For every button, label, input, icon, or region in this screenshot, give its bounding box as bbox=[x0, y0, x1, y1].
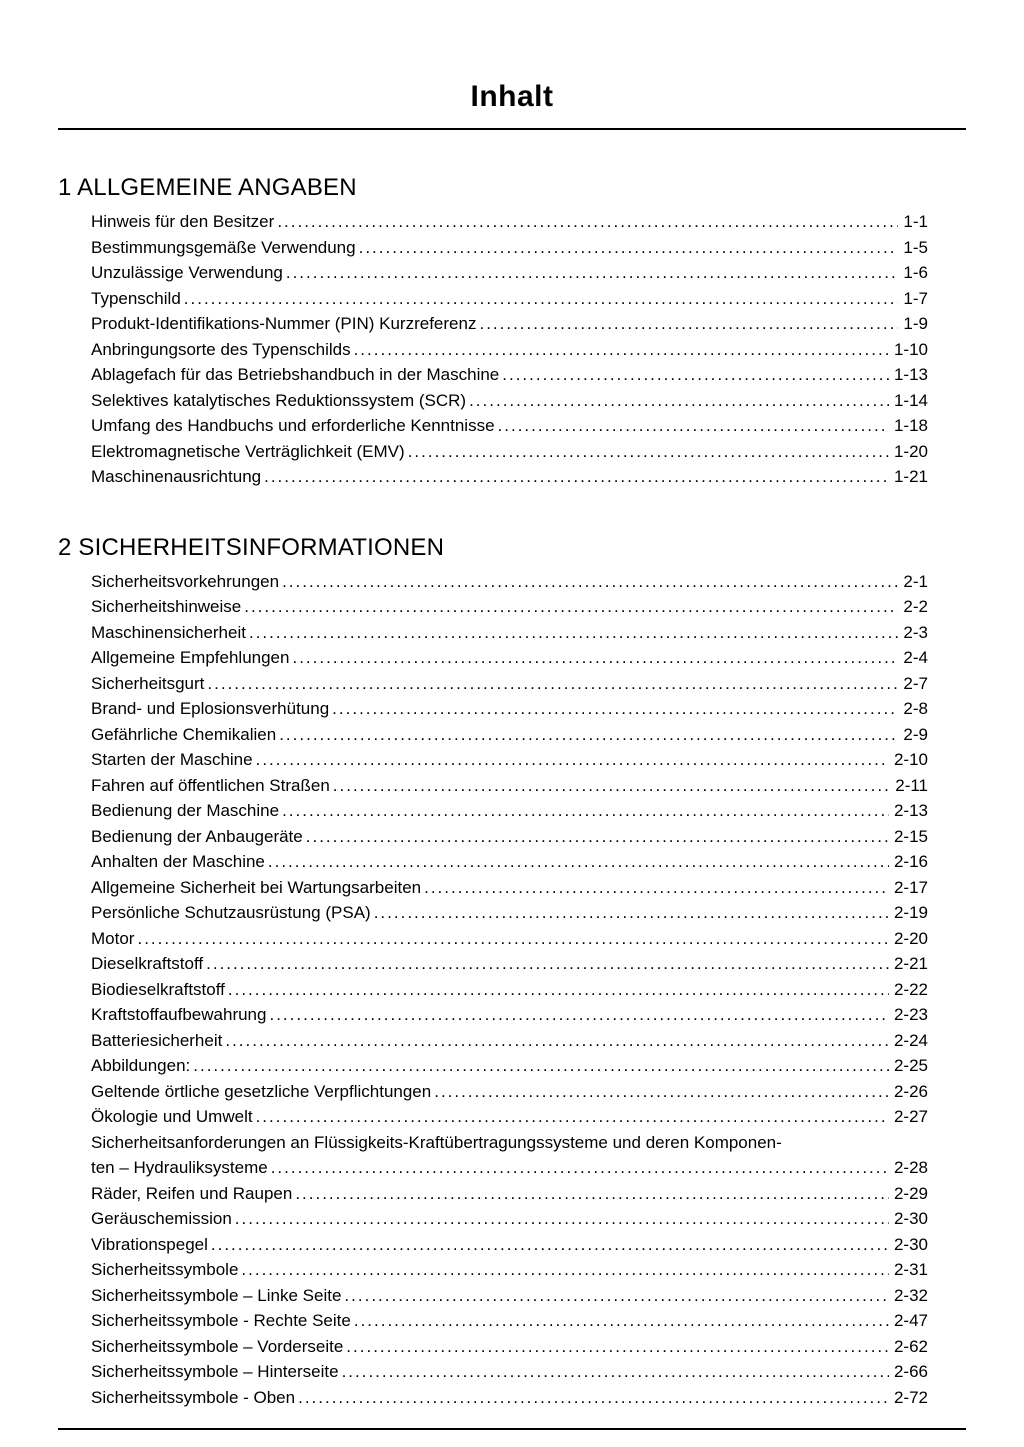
dot-leader bbox=[137, 926, 889, 952]
dot-leader bbox=[271, 1155, 889, 1181]
toc-entry-title: Sicherheitsvorkehrungen bbox=[91, 571, 280, 591]
dot-leader bbox=[374, 900, 889, 926]
toc-entry bbox=[91, 311, 928, 337]
toc-entry-title: Bedienung der Anbaugeräte bbox=[91, 826, 303, 846]
dot-leader bbox=[282, 569, 898, 595]
dot-leader bbox=[244, 594, 898, 620]
toc-entry-page: 2-10 bbox=[893, 750, 928, 769]
toc-entry-page: 2-72 bbox=[893, 1387, 928, 1407]
toc-entry-title: Vibrationspegel bbox=[91, 1234, 208, 1254]
toc-entry-page: 2-3 bbox=[903, 622, 928, 642]
toc-entry-page: 1-6 bbox=[903, 263, 928, 282]
dot-leader bbox=[225, 1028, 889, 1054]
toc-entry bbox=[91, 362, 928, 388]
toc-entry bbox=[91, 1359, 928, 1385]
toc-entry-title: Biodieselkraftstoff bbox=[91, 979, 225, 999]
toc-entry bbox=[91, 849, 928, 875]
toc-entry-page: 2-19 bbox=[893, 903, 928, 922]
toc-entry-page: 2-9 bbox=[903, 724, 928, 744]
toc-entry bbox=[91, 235, 928, 261]
toc-entry-page: 2-16 bbox=[893, 852, 928, 871]
toc-entry-page: 2-15 bbox=[893, 826, 928, 846]
toc-entry-title: Sicherheitssymbole – Linke Seite bbox=[91, 1285, 342, 1305]
toc-entry bbox=[91, 569, 928, 595]
toc-entry bbox=[91, 645, 928, 671]
dot-leader bbox=[469, 388, 889, 414]
toc-entry-title: Gefährliche Chemikalien bbox=[91, 724, 277, 744]
toc-entry bbox=[91, 926, 928, 952]
dot-leader bbox=[268, 849, 889, 875]
toc-entry bbox=[91, 773, 928, 799]
toc-entry-title: Starten der Maschine bbox=[91, 750, 253, 769]
toc-entry-title: Sicherheitsgurt bbox=[91, 673, 205, 693]
toc-entry bbox=[91, 977, 928, 1003]
toc-entry-title: Räder, Reifen und Raupen bbox=[91, 1183, 293, 1203]
toc-entry-title: Motor bbox=[91, 928, 135, 948]
toc-entry-page: 1-10 bbox=[893, 339, 928, 359]
toc-entry-title: Geltende örtliche gesetzliche Verpflichtungen bbox=[91, 1081, 432, 1101]
dot-leader bbox=[354, 337, 889, 363]
dot-leader bbox=[286, 260, 899, 286]
toc-entry-title: Unzulässige Verwendung bbox=[91, 263, 283, 282]
toc-entry bbox=[91, 388, 928, 414]
toc-entry-title: Persönliche Schutzausrüstung (PSA) bbox=[91, 903, 371, 922]
toc-entry-title: Dieselkraftstoff bbox=[91, 954, 204, 973]
top-rule bbox=[58, 128, 966, 130]
toc-entry bbox=[91, 286, 928, 312]
toc-entry-title: Abbildungen: bbox=[91, 1056, 191, 1075]
toc-entry-title: Maschinensicherheit bbox=[91, 622, 246, 642]
toc-entry bbox=[91, 594, 928, 620]
toc-entry-page: 1-5 bbox=[903, 237, 928, 257]
toc-entry bbox=[91, 722, 928, 748]
bottom-rule bbox=[58, 1428, 966, 1430]
toc-entry bbox=[91, 209, 928, 235]
section-entries bbox=[58, 569, 966, 1411]
toc-entry bbox=[91, 696, 928, 722]
dot-leader bbox=[256, 1104, 889, 1130]
toc-entry-title: Elektromagnetische Verträglichkeit (EMV) bbox=[91, 441, 405, 461]
toc-entry-page: 2-23 bbox=[893, 1005, 928, 1024]
toc-entry-page: 2-13 bbox=[893, 801, 928, 820]
toc-entry-title: Anhalten der Maschine bbox=[91, 852, 265, 871]
toc-entry bbox=[91, 1283, 928, 1309]
toc-entry-title: Kraftstoffaufbewahrung bbox=[91, 1005, 267, 1024]
toc-entry-page: 2-30 bbox=[893, 1234, 928, 1254]
toc-entry bbox=[91, 1257, 928, 1283]
toc-entry-title: ten – Hydrauliksysteme bbox=[91, 1158, 268, 1177]
toc-entry-title: Sicherheitssymbole – Vorderseite bbox=[91, 1336, 344, 1356]
toc-entry-title: Geräuschemission bbox=[91, 1209, 232, 1228]
toc-entry bbox=[91, 1308, 928, 1334]
toc-entry-title: Hinweis für den Besitzer bbox=[91, 212, 275, 231]
toc-entry-title: Sicherheitssymbole bbox=[91, 1260, 239, 1279]
dot-leader bbox=[228, 977, 889, 1003]
toc-entry-title: Selektives katalytisches Reduktionssystem (SCR) bbox=[91, 390, 467, 410]
dot-leader bbox=[479, 311, 898, 337]
toc-entry bbox=[91, 1053, 928, 1079]
dot-leader bbox=[354, 1308, 889, 1334]
toc-entry-page: 1-20 bbox=[893, 441, 928, 461]
toc-entry-page: 2-7 bbox=[903, 673, 928, 693]
dot-leader bbox=[207, 671, 898, 697]
toc-entry bbox=[91, 337, 928, 363]
section-heading: 2 SICHERHEITSINFORMATIONEN bbox=[58, 533, 445, 561]
page-title: Inhalt bbox=[470, 80, 554, 113]
toc-entry bbox=[91, 671, 928, 697]
toc-entry-page: 2-17 bbox=[893, 877, 928, 897]
dot-leader bbox=[206, 951, 889, 977]
dot-leader bbox=[502, 362, 889, 388]
toc-entry-title: Bestimmungsgemäße Verwendung bbox=[91, 237, 356, 257]
toc-entry-page: 2-1 bbox=[903, 571, 928, 591]
toc-entry bbox=[91, 260, 928, 286]
toc-entry bbox=[91, 1104, 928, 1130]
toc-entry-page: 2-32 bbox=[893, 1285, 928, 1305]
dot-leader bbox=[424, 875, 889, 901]
toc-entry bbox=[91, 620, 928, 646]
toc-entry-page: 1-7 bbox=[903, 288, 928, 308]
toc-entry-title: Anbringungsorte des Typenschilds bbox=[91, 339, 351, 359]
toc-entry bbox=[91, 439, 928, 465]
dot-leader bbox=[498, 413, 889, 439]
toc-entry-wrap-line: Sicherheitsanforderungen an Flüssigkeits-Kraftübertragungssysteme und deren Komponen- bbox=[91, 1132, 782, 1152]
toc-entry-title: Allgemeine Sicherheit bei Wartungsarbeiten bbox=[91, 877, 422, 897]
toc-entry bbox=[91, 798, 928, 824]
toc-entry-title: Bedienung der Maschine bbox=[91, 801, 280, 820]
dot-leader bbox=[295, 1181, 889, 1207]
toc-entry bbox=[91, 1181, 928, 1207]
section-heading: 1 ALLGEMEINE ANGABEN bbox=[58, 174, 357, 201]
toc-entry-page: 2-47 bbox=[893, 1311, 928, 1330]
toc-entry-page: 2-66 bbox=[893, 1362, 928, 1381]
toc-entry-page: 1-9 bbox=[903, 314, 928, 333]
toc-entry-title: Batteriesicherheit bbox=[91, 1030, 223, 1050]
toc-entry-page: 2-62 bbox=[893, 1336, 928, 1356]
toc-entry-page: 2-27 bbox=[893, 1107, 928, 1126]
toc-entry-page: 1-18 bbox=[893, 416, 928, 435]
toc-entry bbox=[91, 1206, 928, 1232]
toc-entry-title: Sicherheitssymbole - Rechte Seite bbox=[91, 1311, 351, 1330]
toc-entry-page: 1-21 bbox=[893, 467, 928, 486]
toc-entry bbox=[91, 464, 928, 490]
dot-leader bbox=[277, 209, 898, 235]
toc-entry-page: 1-1 bbox=[903, 212, 928, 231]
dot-leader bbox=[193, 1053, 889, 1079]
dot-leader bbox=[269, 1002, 888, 1028]
toc bbox=[58, 174, 966, 1410]
toc-entry-page: 2-28 bbox=[893, 1158, 928, 1177]
toc-entry-page: 2-22 bbox=[893, 979, 928, 999]
dot-leader bbox=[256, 747, 889, 773]
dot-leader bbox=[434, 1079, 889, 1105]
dot-leader bbox=[342, 1359, 889, 1385]
toc-entry bbox=[91, 1334, 928, 1360]
toc-entry-title: Produkt-Identifikations-Nummer (PIN) Kurzreferenz bbox=[91, 314, 477, 333]
toc-entry-page: 2-30 bbox=[893, 1209, 928, 1228]
dot-leader bbox=[184, 286, 899, 312]
toc-entry-page: 2-4 bbox=[903, 648, 928, 667]
toc-entry bbox=[91, 875, 928, 901]
toc-entry-title: Allgemeine Empfehlungen bbox=[91, 648, 290, 667]
dot-leader bbox=[249, 620, 898, 646]
toc-entry-page: 2-21 bbox=[893, 954, 928, 973]
toc-entry-page: 2-31 bbox=[893, 1260, 928, 1279]
toc-entry-page: 1-14 bbox=[893, 390, 928, 410]
toc-entry-page: 1-13 bbox=[893, 365, 928, 384]
toc-entry bbox=[91, 1385, 928, 1411]
toc-entry bbox=[91, 951, 928, 977]
toc-entry-page: 2-11 bbox=[895, 775, 928, 795]
dot-leader bbox=[282, 798, 889, 824]
toc-entry bbox=[91, 1232, 928, 1258]
toc-entry-page: 2-29 bbox=[893, 1183, 928, 1203]
toc-entry-title: Sicherheitshinweise bbox=[91, 597, 242, 616]
toc-entry bbox=[91, 1028, 928, 1054]
dot-leader bbox=[344, 1283, 889, 1309]
toc-entry-title: Umfang des Handbuchs und erforderliche Kenntnisse bbox=[91, 416, 495, 435]
dot-leader bbox=[408, 439, 889, 465]
dot-leader bbox=[279, 722, 898, 748]
toc-entry-title: Maschinenausrichtung bbox=[91, 467, 262, 486]
dot-leader bbox=[264, 464, 889, 490]
toc-entry-page: 2-25 bbox=[893, 1056, 928, 1075]
toc-entry-title: Brand- und Eplosionsverhütung bbox=[91, 699, 330, 718]
toc-entry bbox=[91, 1002, 928, 1028]
toc-entry bbox=[91, 1079, 928, 1105]
toc-entry bbox=[91, 900, 928, 926]
dot-leader bbox=[333, 773, 890, 799]
section-entries bbox=[58, 209, 966, 490]
toc-entry bbox=[91, 413, 928, 439]
toc-entry-title: Typenschild bbox=[91, 288, 181, 308]
toc-entry-title: Sicherheitssymbole – Hinterseite bbox=[91, 1362, 339, 1381]
dot-leader bbox=[292, 645, 898, 671]
toc-entry-title: Fahren auf öffentlichen Straßen bbox=[91, 775, 330, 795]
toc-entry-title: Ökologie und Umwelt bbox=[91, 1107, 253, 1126]
dot-leader bbox=[211, 1232, 889, 1258]
dot-leader bbox=[235, 1206, 889, 1232]
dot-leader bbox=[346, 1334, 889, 1360]
dot-leader bbox=[306, 824, 889, 850]
toc-entry-page: 2-2 bbox=[903, 597, 928, 616]
toc-entry-page: 2-8 bbox=[903, 699, 928, 718]
dot-leader bbox=[241, 1257, 889, 1283]
dot-leader bbox=[332, 696, 898, 722]
toc-entry bbox=[91, 747, 928, 773]
toc-entry bbox=[91, 1155, 928, 1181]
toc-entry-page: 2-26 bbox=[893, 1081, 928, 1101]
toc-entry-page: 2-24 bbox=[893, 1030, 928, 1050]
dot-leader bbox=[359, 235, 899, 261]
toc-entry-page: 2-20 bbox=[893, 928, 928, 948]
toc-entry bbox=[91, 824, 928, 850]
toc-entry-title: Ablagefach für das Betriebshandbuch in der Maschine bbox=[91, 365, 500, 384]
toc-entry-title: Sicherheitssymbole - Oben bbox=[91, 1387, 296, 1407]
dot-leader bbox=[298, 1385, 889, 1411]
